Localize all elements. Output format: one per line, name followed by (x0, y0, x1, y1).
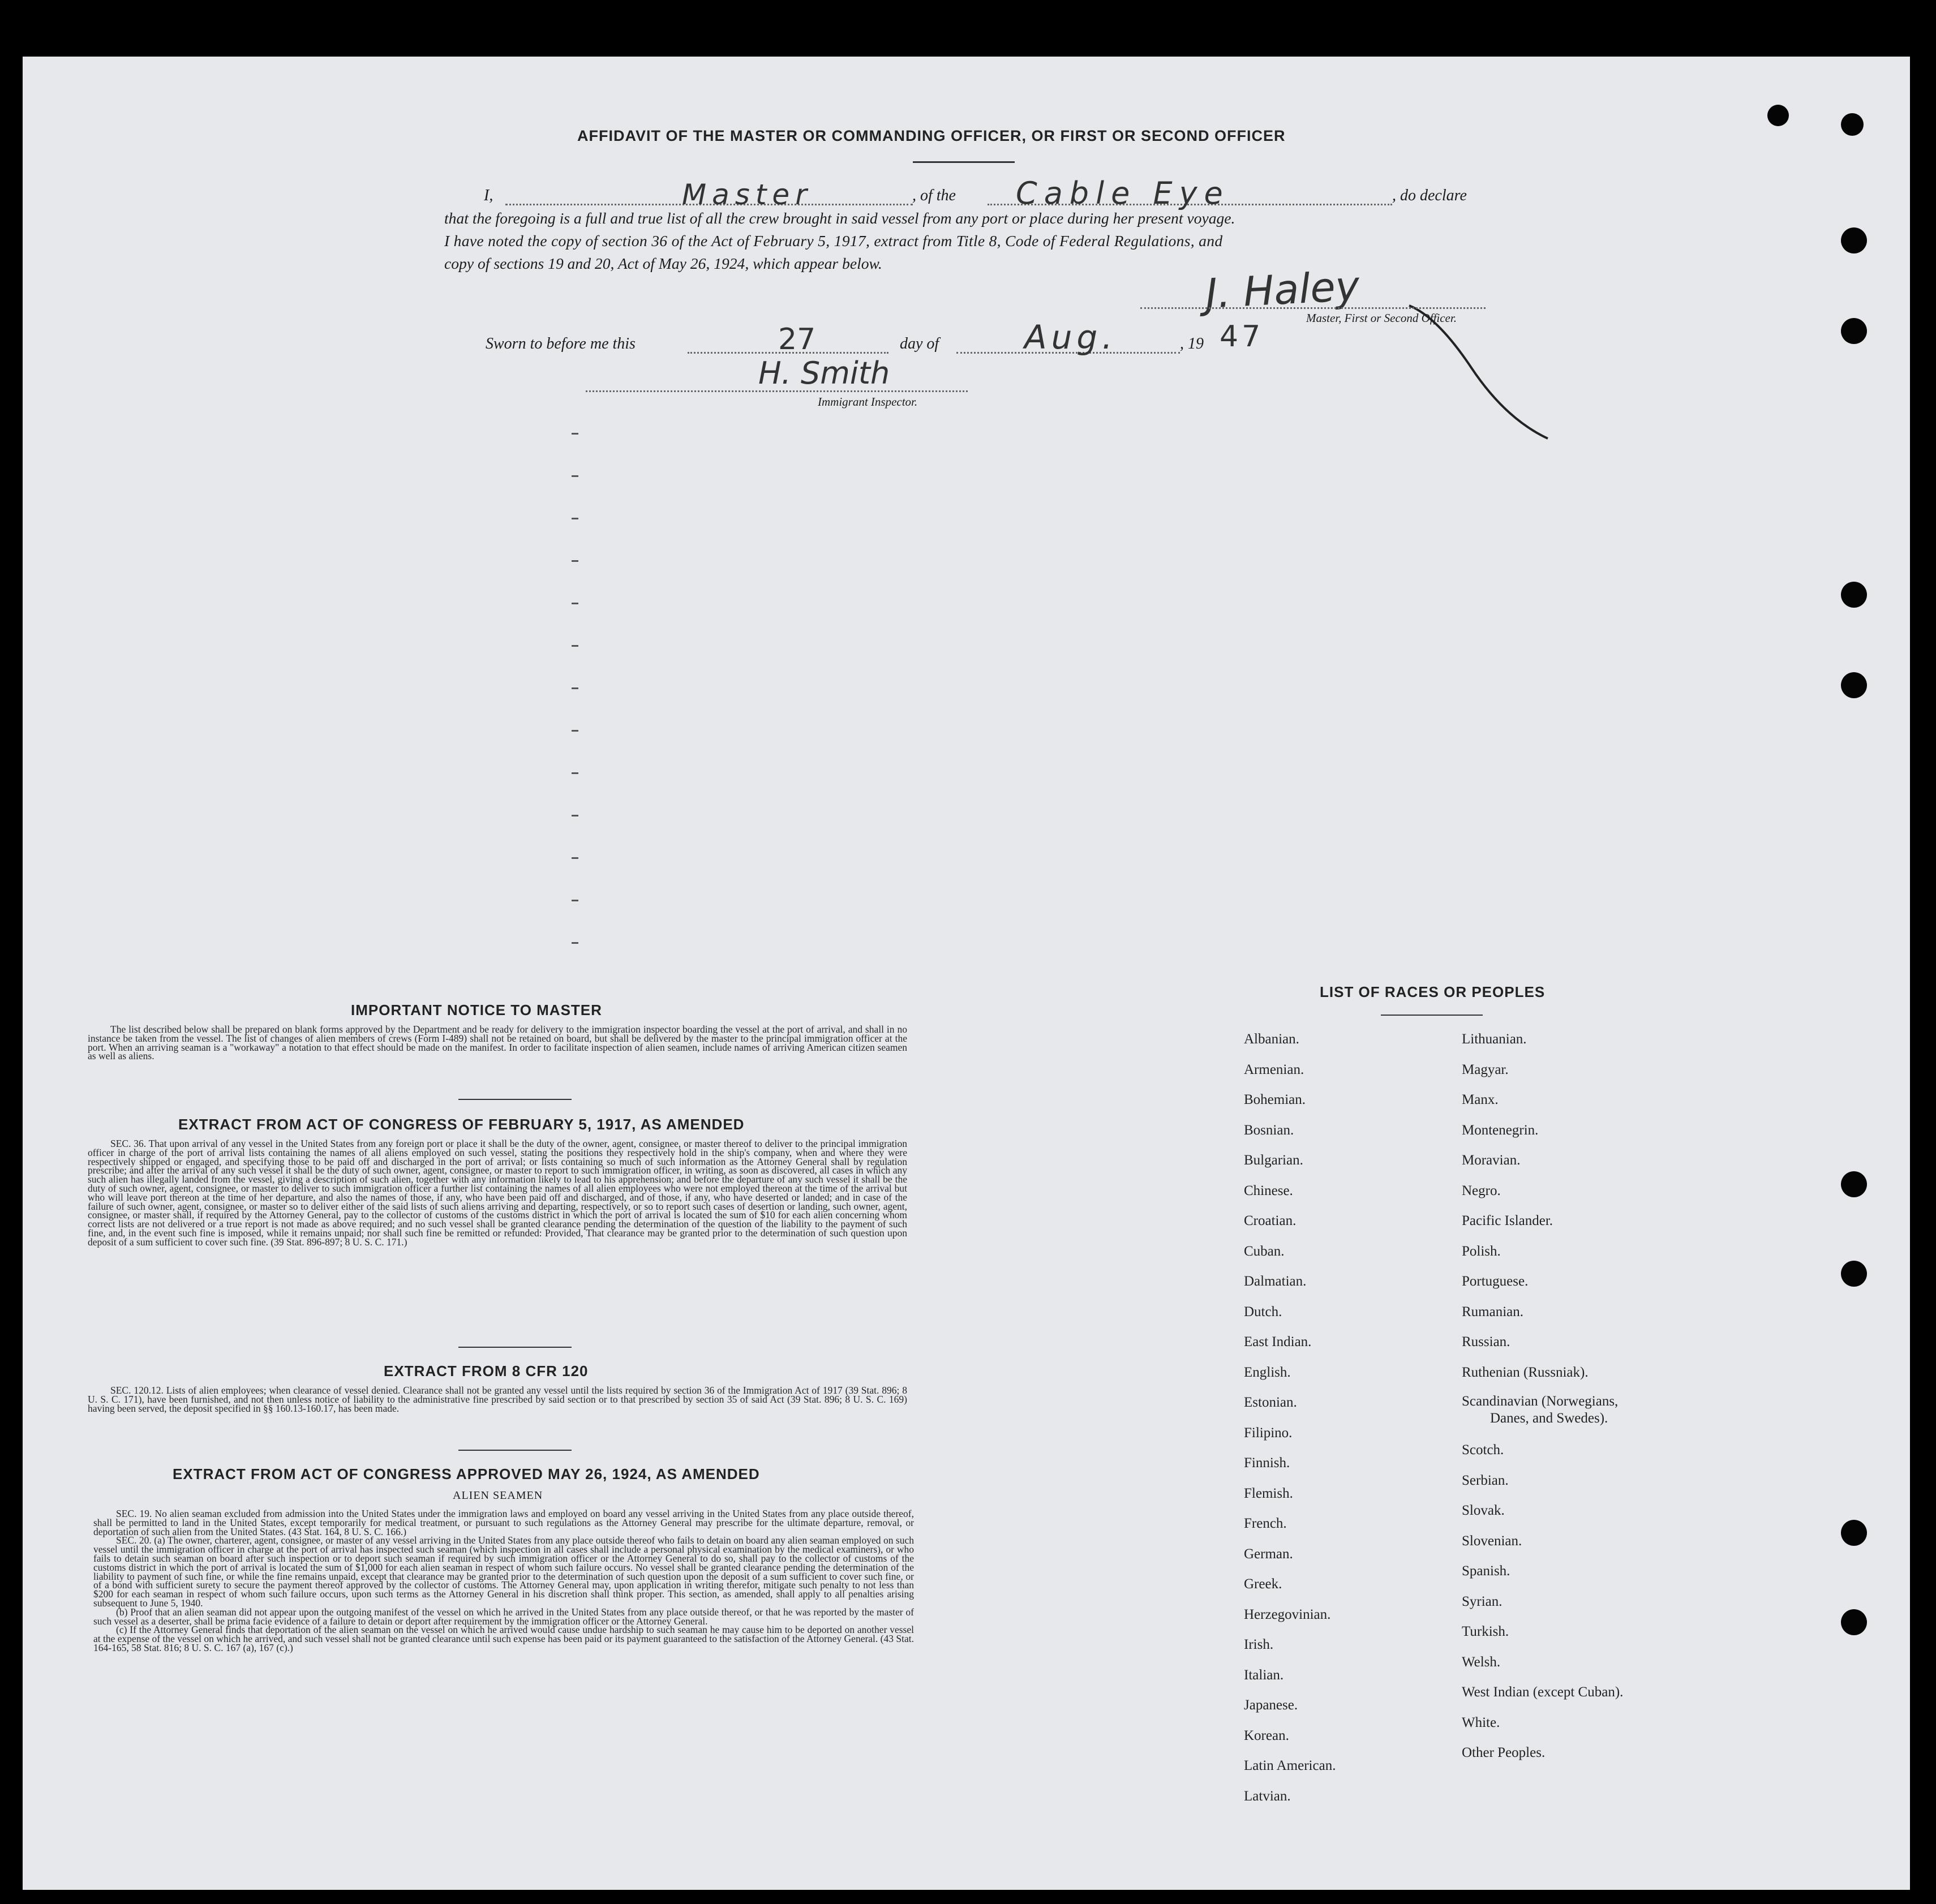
notice-paragraph: The list described below shall be prepared on blank forms approved by the Department and be ready for delivery to the immigration inspector boarding the vessel at the port of arrival, and shall in no instance be taken from the vessel. The list of changes of alien members of crews (Form I-489) shall not be retained on board, but shall be delivered by the master to the principal immigration officer at the port. When an arriving seaman is a "workaway" a notation to that effect should be made on the manifest. In order to facilitate inspection of alien seamen, include names of arriving American citizen seamen as well as aliens. (88, 1024, 907, 1062)
race-item: Spanish. (1462, 1563, 1510, 1579)
race-item: Scandinavian (Norwegians, (1462, 1394, 1619, 1409)
affidavit-title: AFFIDAVIT OF THE MASTER OR COMMANDING OFFICER, OR FIRST OR SECOND OFFICER (577, 127, 1286, 144)
row-mark (572, 687, 578, 689)
of-the-label: , of the (912, 187, 956, 204)
race-item: Russian. (1462, 1334, 1510, 1349)
race-item: Manx. (1462, 1092, 1499, 1107)
races-column-1 (1244, 1024, 1336, 1811)
punch-hole (1841, 227, 1867, 253)
race-item: Negro. (1462, 1183, 1501, 1198)
race-item: Moravian. (1462, 1153, 1521, 1168)
race-item: Polish. (1462, 1243, 1501, 1259)
race-item: Pacific Islander. (1462, 1213, 1553, 1228)
row-mark (572, 645, 578, 647)
year-handwritten: 47 (1220, 320, 1264, 354)
extract-8cfr-title: EXTRACT FROM 8 CFR 120 (384, 1363, 589, 1379)
race-item: Irish. (1244, 1637, 1274, 1652)
day-of-label: day of (900, 335, 939, 353)
race-item: Other Peoples. (1462, 1745, 1546, 1760)
month-handwritten: Aug. (1024, 318, 1117, 356)
race-item: Bulgarian. (1244, 1153, 1303, 1168)
section-rule (458, 1450, 572, 1451)
affidavit-line-2: that the foregoing is a full and true list of all the crew brought in said vessel from any port or place during her present voyage. (444, 209, 1235, 227)
section-rule (458, 1347, 572, 1348)
year-prefix: , 19 (1180, 335, 1204, 353)
punch-hole (1767, 105, 1789, 126)
day-handwritten: 27 (778, 323, 816, 356)
race-item: Croatian. (1244, 1213, 1297, 1228)
punch-hole (1841, 672, 1867, 698)
sec-120-12-paragraph: SEC. 120.12. Lists of alien employees; when clearance of vessel denied. Clearance shall not be granted any vessel until the lists required by section 36 of the Immigration Act of 1917 (39 Stat. 896; 8 U. S. C. 171), have been furnished, and not then unless notice of liability to the administrative fine prescribed by said section or to that prescribed by section 35 of said Act (39 Stat. 896; 8 U. S. C. 169) having been served, the deposit specified in §§ 160.13-160.17, has been made. (88, 1385, 907, 1414)
row-mark (572, 475, 578, 477)
race-item: Slovak. (1462, 1503, 1505, 1518)
row-mark (572, 857, 578, 859)
race-item: Albanian. (1244, 1031, 1299, 1047)
races-title: LIST OF RACES OR PEOPLES (1320, 983, 1546, 1000)
races-column-2 (1462, 1024, 1623, 1768)
race-item: Scotch. (1462, 1442, 1504, 1458)
inspector-signature: H. Smith (758, 355, 890, 391)
sec-36-paragraph: SEC. 36. That upon arrival of any vessel in the United States from any foreign port or place it shall be the duty of the owner, agent, consignee, or master thereof to deliver to the principal immigration officer in charge of the port of arrival lists containing the names of all aliens employed on such vessel, stating the positions they respectively hold in the ship's company, when and where they were respectively shipped or engaged, and specifying those to be paid off and discharged in the port of arrival; or lists containing so much of such information as the Attorney General shall by regulation prescribe; and after the arrival of any such vessel it shall be the duty of such owner, agent, consignee, or master to report to such immigration officer, in writing, as soon as discovered, all cases in which any such alien has illegally landed from the vessel, giving a description of such alien, together with any information likely to lead to his apprehension; and before the departure of any such vessel it shall be the duty of such owner, agent, consignee, or master to deliver to such immigration officer a further list containing the names of all alien employees who were not employed thereon at the time of the arrival but who will leave port thereon at the time of her departure, and also the names of those, if any, who have been paid off and discharged, and of those, if any, who have deserted or landed; and in case of the failure of such owner, agent, consignee, or master so to deliver either of the said lists of such aliens arriving and departing, respectively, or so to report such cases of desertion or landing, such owner, agent, consignee, or master shall, if required by the Attorney General, pay to the collector of customs of the customs district in which the port of arrival is located the sum of $10 for each alien concerning whom correct lists are not delivered or a true report is not made as above required; and no such vessel shall be granted clearance pending the determination of the question of the liability to the payment of such fine, and, in the event such fine is imposed, while it remains unpaid; nor shall such fine be remitted or refunded: Provided, That clearance may be granted prior to the determination of such question upon deposit of a sum sufficient to cover such fine. (39 Stat. 896-897; 8 U. S. C. 171.) (88, 1138, 907, 1248)
extract-1924-title: EXTRACT FROM ACT OF CONGRESS APPROVED MAY 26, 1924, AS AMENDED (173, 1465, 760, 1482)
inspector-caption: Immigrant Inspector. (818, 395, 918, 409)
punch-hole (1841, 1171, 1867, 1197)
notice-body (88, 1025, 907, 1061)
race-item: Lithuanian. (1462, 1031, 1527, 1047)
race-item: Dalmatian. (1244, 1274, 1307, 1289)
signature-blank (1140, 307, 1486, 309)
race-item: Rumanian. (1462, 1304, 1524, 1320)
punch-hole (1841, 1609, 1867, 1635)
row-mark (572, 433, 578, 435)
sec-20b-paragraph: (b) Proof that an alien seaman did not appear upon the outgoing manifest of the vessel on which he arrived in the United States from any place outside thereof, or that he was reported by the master of such vessel as a deserter, shall be prima facie evidence of a failure to detain or deport after requirement by the immigration officer or the Attorney General. (93, 1606, 914, 1627)
race-item: East Indian. (1244, 1334, 1312, 1349)
race-item: Portuguese. (1462, 1274, 1529, 1289)
race-item: Filipino. (1244, 1425, 1293, 1441)
sec-20a-paragraph: SEC. 20. (a) The owner, charterer, agent, consignee, or master of any vessel arriving in the United States from any place outside thereof who fails to detain on board any alien seaman employed on such vessel until the immigration officer in charge at the port of arrival has inspected such seaman (which inspection in all cases shall include a personal physical examination by the medical examiners), or who fails to detain such seaman on board after such inspection or to deport such seaman if required by such immigration officer or the Attorney General to do so, shall pay to the collector of customs of the customs district in which the port of arrival is located the sum of $1,000 for each alien seaman in respect of whom such failure occurs. No vessel shall be granted clearance pending the determination of the liability to payment of such fine, or while the fine remains unpaid, except that clearance may be granted prior to the determination of such question upon the deposit of a sum sufficient to cover such fine, or of a bond with sufficient surety to secure the payment thereof approved by the collector of customs. The Attorney General may, upon application in writing therefor, mitigate such penalty to not less than $200 for each seaman in respect of whom such failure occurs, upon such terms as the Attorney General in his discretion shall think proper. This section, as amended, shall apply to all penalties arising subsequent to June 5, 1940. (93, 1535, 914, 1609)
race-item: West Indian (except Cuban). (1462, 1684, 1624, 1700)
row-mark (572, 942, 578, 944)
title-rule (913, 161, 1015, 163)
punch-hole (1841, 113, 1864, 136)
race-item: Slovenian. (1462, 1533, 1522, 1549)
extract-8cfr-body (88, 1386, 907, 1413)
race-item: Armenian. (1244, 1061, 1304, 1077)
do-declare-label: , do declare (1392, 187, 1467, 204)
signature-caption: Master, First or Second Officer. (1306, 311, 1457, 325)
row-mark (572, 518, 578, 519)
row-mark (572, 900, 578, 901)
race-item: Japanese. (1244, 1697, 1298, 1713)
sec-19-paragraph: SEC. 19. No alien seaman excluded from admission into the United States under the immigration laws and employed on board any vessel arriving in the United States from any place outside thereof, shall be permitted to land in the United States, except temporarily for medical treatment, or pursuant to such regulations as the Attorney General may prescribe for the ultimate departure, removal, or deportation of such alien from the United States. (43 Stat. 164, 8 U. S. C. 166.) (93, 1508, 914, 1537)
row-mark (572, 772, 578, 774)
row-mark (572, 815, 578, 816)
master-handwritten: Master (682, 178, 813, 211)
sworn-label: Sworn to before me this (486, 335, 636, 353)
punch-hole (1841, 582, 1867, 608)
punch-hole (1841, 1520, 1867, 1546)
race-item: Syrian. (1462, 1593, 1503, 1609)
extract-1917-title: EXTRACT FROM ACT OF CONGRESS OF FEBRUARY 5, 1917, AS AMENDED (178, 1116, 745, 1133)
section-rule (458, 1099, 572, 1100)
row-mark (572, 560, 578, 562)
notice-title: IMPORTANT NOTICE TO MASTER (351, 1002, 602, 1018)
race-item: Danes, and Swedes). (1490, 1411, 1608, 1426)
race-item: White. (1462, 1714, 1500, 1730)
race-item: Finnish. (1244, 1455, 1290, 1471)
extract-1924-body (93, 1510, 914, 1653)
race-item: French. (1244, 1516, 1287, 1531)
affidavit-line-3: I have noted the copy of section 36 of the Act of February 5, 1917, extract from Title 8, Code of Federal Regulations, and (444, 232, 1223, 250)
master-signature: J. Haley (1204, 261, 1361, 318)
extract-1917-body (88, 1140, 907, 1247)
race-item: Estonian. (1244, 1395, 1297, 1410)
races-rule (1381, 1015, 1483, 1016)
race-item: Bosnian. (1244, 1122, 1294, 1138)
race-item: Latvian. (1244, 1788, 1291, 1804)
race-item: Flemish. (1244, 1485, 1293, 1501)
race-item: Latin American. (1244, 1758, 1336, 1773)
alien-seamen-subtitle: ALIEN SEAMEN (453, 1489, 543, 1502)
race-item: Dutch. (1244, 1304, 1282, 1320)
punch-hole (1841, 1261, 1867, 1287)
race-item: Chinese. (1244, 1183, 1293, 1198)
race-item: English. (1244, 1364, 1291, 1380)
race-item: Welsh. (1462, 1654, 1501, 1670)
i-label: I, (484, 187, 493, 204)
race-item: Ruthenian (Russniak). (1462, 1364, 1589, 1380)
row-mark (572, 603, 578, 604)
race-item: German. (1244, 1546, 1293, 1562)
race-item: Korean. (1244, 1727, 1289, 1743)
race-item: Italian. (1244, 1667, 1284, 1683)
race-item: Magyar. (1462, 1061, 1509, 1077)
race-item: Herzegovinian. (1244, 1606, 1331, 1622)
race-item: Turkish. (1462, 1624, 1509, 1639)
sec-20c-paragraph: (c) If the Attorney General finds that deportation of the alien seaman on the vessel on which he arrived would cause undue hardship to such seaman he may cause him to be deported on another vessel at the expense of the vessel on which he arrived, and such vessel shall not be granted clearance until such expense has been paid or its payment guaranteed to the satisfaction of the Attorney General. (43 Stat. 164-165, 58 Stat. 816; 8 U. S. C. 167 (a), 167 (c).) (93, 1624, 914, 1653)
race-item: Montenegrin. (1462, 1122, 1539, 1138)
affidavit-line-4: copy of sections 19 and 20, Act of May 26, 1924, which appear below. (444, 255, 882, 272)
race-item: Bohemian. (1244, 1092, 1306, 1107)
row-mark (572, 730, 578, 732)
race-item: Cuban. (1244, 1243, 1285, 1259)
punch-hole (1841, 318, 1867, 344)
race-item: Greek. (1244, 1576, 1282, 1592)
vessel-handwritten: Cable Eye (1016, 175, 1230, 211)
race-item: Serbian. (1462, 1472, 1509, 1488)
